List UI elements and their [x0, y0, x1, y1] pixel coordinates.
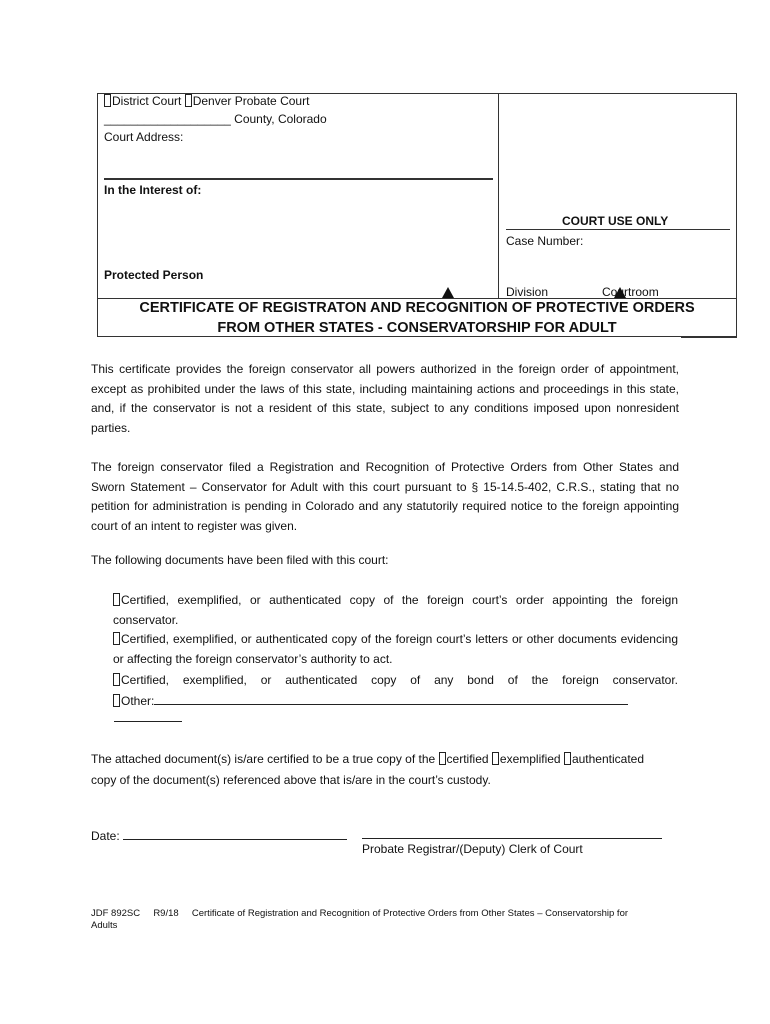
document-item-order-text: Certified, exemplified, or authenticated copy of the foreign court’s order appointing the foreign conservator. — [113, 593, 678, 627]
protected-person-label: Protected Person — [104, 268, 204, 282]
authenticated-checkbox[interactable] — [564, 752, 571, 765]
attached-certification-line2: copy of the document(s) referenced above that is/are in the court’s custody. — [91, 773, 491, 787]
denver-probate-checkbox[interactable] — [185, 94, 192, 107]
footer-form-title-cont: Adults — [91, 920, 118, 931]
signature-line[interactable] — [362, 838, 662, 839]
certified-checkbox[interactable] — [439, 752, 446, 765]
triangle-marker-icon — [614, 287, 626, 298]
documents-intro: The following documents have been filed with this court: — [91, 553, 389, 567]
footer-form-title: Certificate of Registration and Recognition of Protective Orders from Other States – Conservatorship for — [191, 908, 629, 919]
certified-label: certified — [446, 752, 489, 766]
title-underline-stub — [681, 337, 737, 338]
other-document-checkbox[interactable] — [113, 694, 120, 707]
document-item-order — [113, 590, 678, 630]
exemplified-label: exemplified — [499, 752, 561, 766]
denver-probate-label: Denver Probate Court — [192, 94, 310, 108]
court-address-label: Court Address: — [104, 130, 184, 144]
other-input-line-continued[interactable] — [114, 721, 182, 722]
attached-prefix: The attached document(s) is/are certified to be a true copy of the — [91, 752, 436, 766]
footer-revision: R9/18 — [153, 908, 179, 919]
case-number-label: Case Number: — [506, 234, 584, 248]
bond-copy-checkbox[interactable] — [113, 673, 120, 686]
caption-divider — [498, 93, 499, 298]
order-copy-checkbox[interactable] — [113, 593, 120, 606]
in-interest-label: In the Interest of: — [104, 183, 202, 197]
document-item-bond — [113, 670, 678, 690]
county-row — [104, 112, 327, 127]
interest-separator — [104, 178, 493, 180]
form-title-line1: CERTIFICATE OF REGISTRATON AND RECOGNITION OF PROTECTIVE ORDERS — [139, 300, 695, 316]
authenticated-label: authenticated — [571, 752, 645, 766]
court-use-only-label: COURT USE ONLY — [562, 214, 669, 228]
footer-line1 — [91, 908, 628, 920]
other-input-line[interactable] — [154, 692, 628, 705]
date-label: Date: — [91, 829, 120, 843]
footer-form-id: JDF 892SC — [91, 908, 141, 919]
date-row — [91, 827, 347, 844]
exemplified-checkbox[interactable] — [492, 752, 499, 765]
district-court-label: District Court — [112, 94, 182, 108]
form-title-line2: FROM OTHER STATES - CONSERVATORSHIP FOR ADULT — [217, 320, 617, 336]
attached-certification-line1 — [91, 752, 644, 767]
county-blank[interactable]: ___________________ — [104, 112, 231, 126]
paragraph-powers: This certificate provides the foreign conservator all powers authorized in the foreign order of appointment, except as prohibited under the laws of this state, including maintaining actions and proceedings in this state, and, if the conservator is not a resident of this state, subject to any conditions imposed upon nonresident parties. — [91, 362, 679, 435]
document-item-letters — [113, 629, 678, 669]
division-label: Division — [506, 285, 549, 299]
document-item-letters-text: Certified, exemplified, or authenticated copy of the foreign court’s letters or other documents evidencing or affecting the foreign conservator’s authority to act. — [113, 632, 678, 666]
other-label: Other: — [121, 694, 155, 708]
letters-copy-checkbox[interactable] — [113, 632, 120, 645]
document-item-other — [113, 692, 628, 709]
courtroom-label: Courtroom — [602, 285, 659, 299]
date-input-line[interactable] — [123, 827, 347, 840]
triangle-marker-icon — [442, 287, 454, 298]
county-label: County, Colorado — [234, 112, 327, 126]
court-type-row — [104, 94, 309, 109]
paragraph-registration: The foreign conservator filed a Registration and Recognition of Protective Orders from Other States and Sworn Statement – Conservator for Adult with this court pursuant to § 15-14.5-402, C.R.S., stating that no petition for administration is pending in Colorado and any statutorily required notice to the foreign appointing court of an intent to register was given. — [91, 460, 679, 533]
document-item-bond-text: Certified, exemplified, or authenticated copy of any bond of the foreign conservator. — [121, 673, 678, 687]
court-use-separator — [506, 229, 730, 230]
signer-title: Probate Registrar/(Deputy) Clerk of Court — [362, 842, 583, 856]
district-court-checkbox[interactable] — [104, 94, 111, 107]
